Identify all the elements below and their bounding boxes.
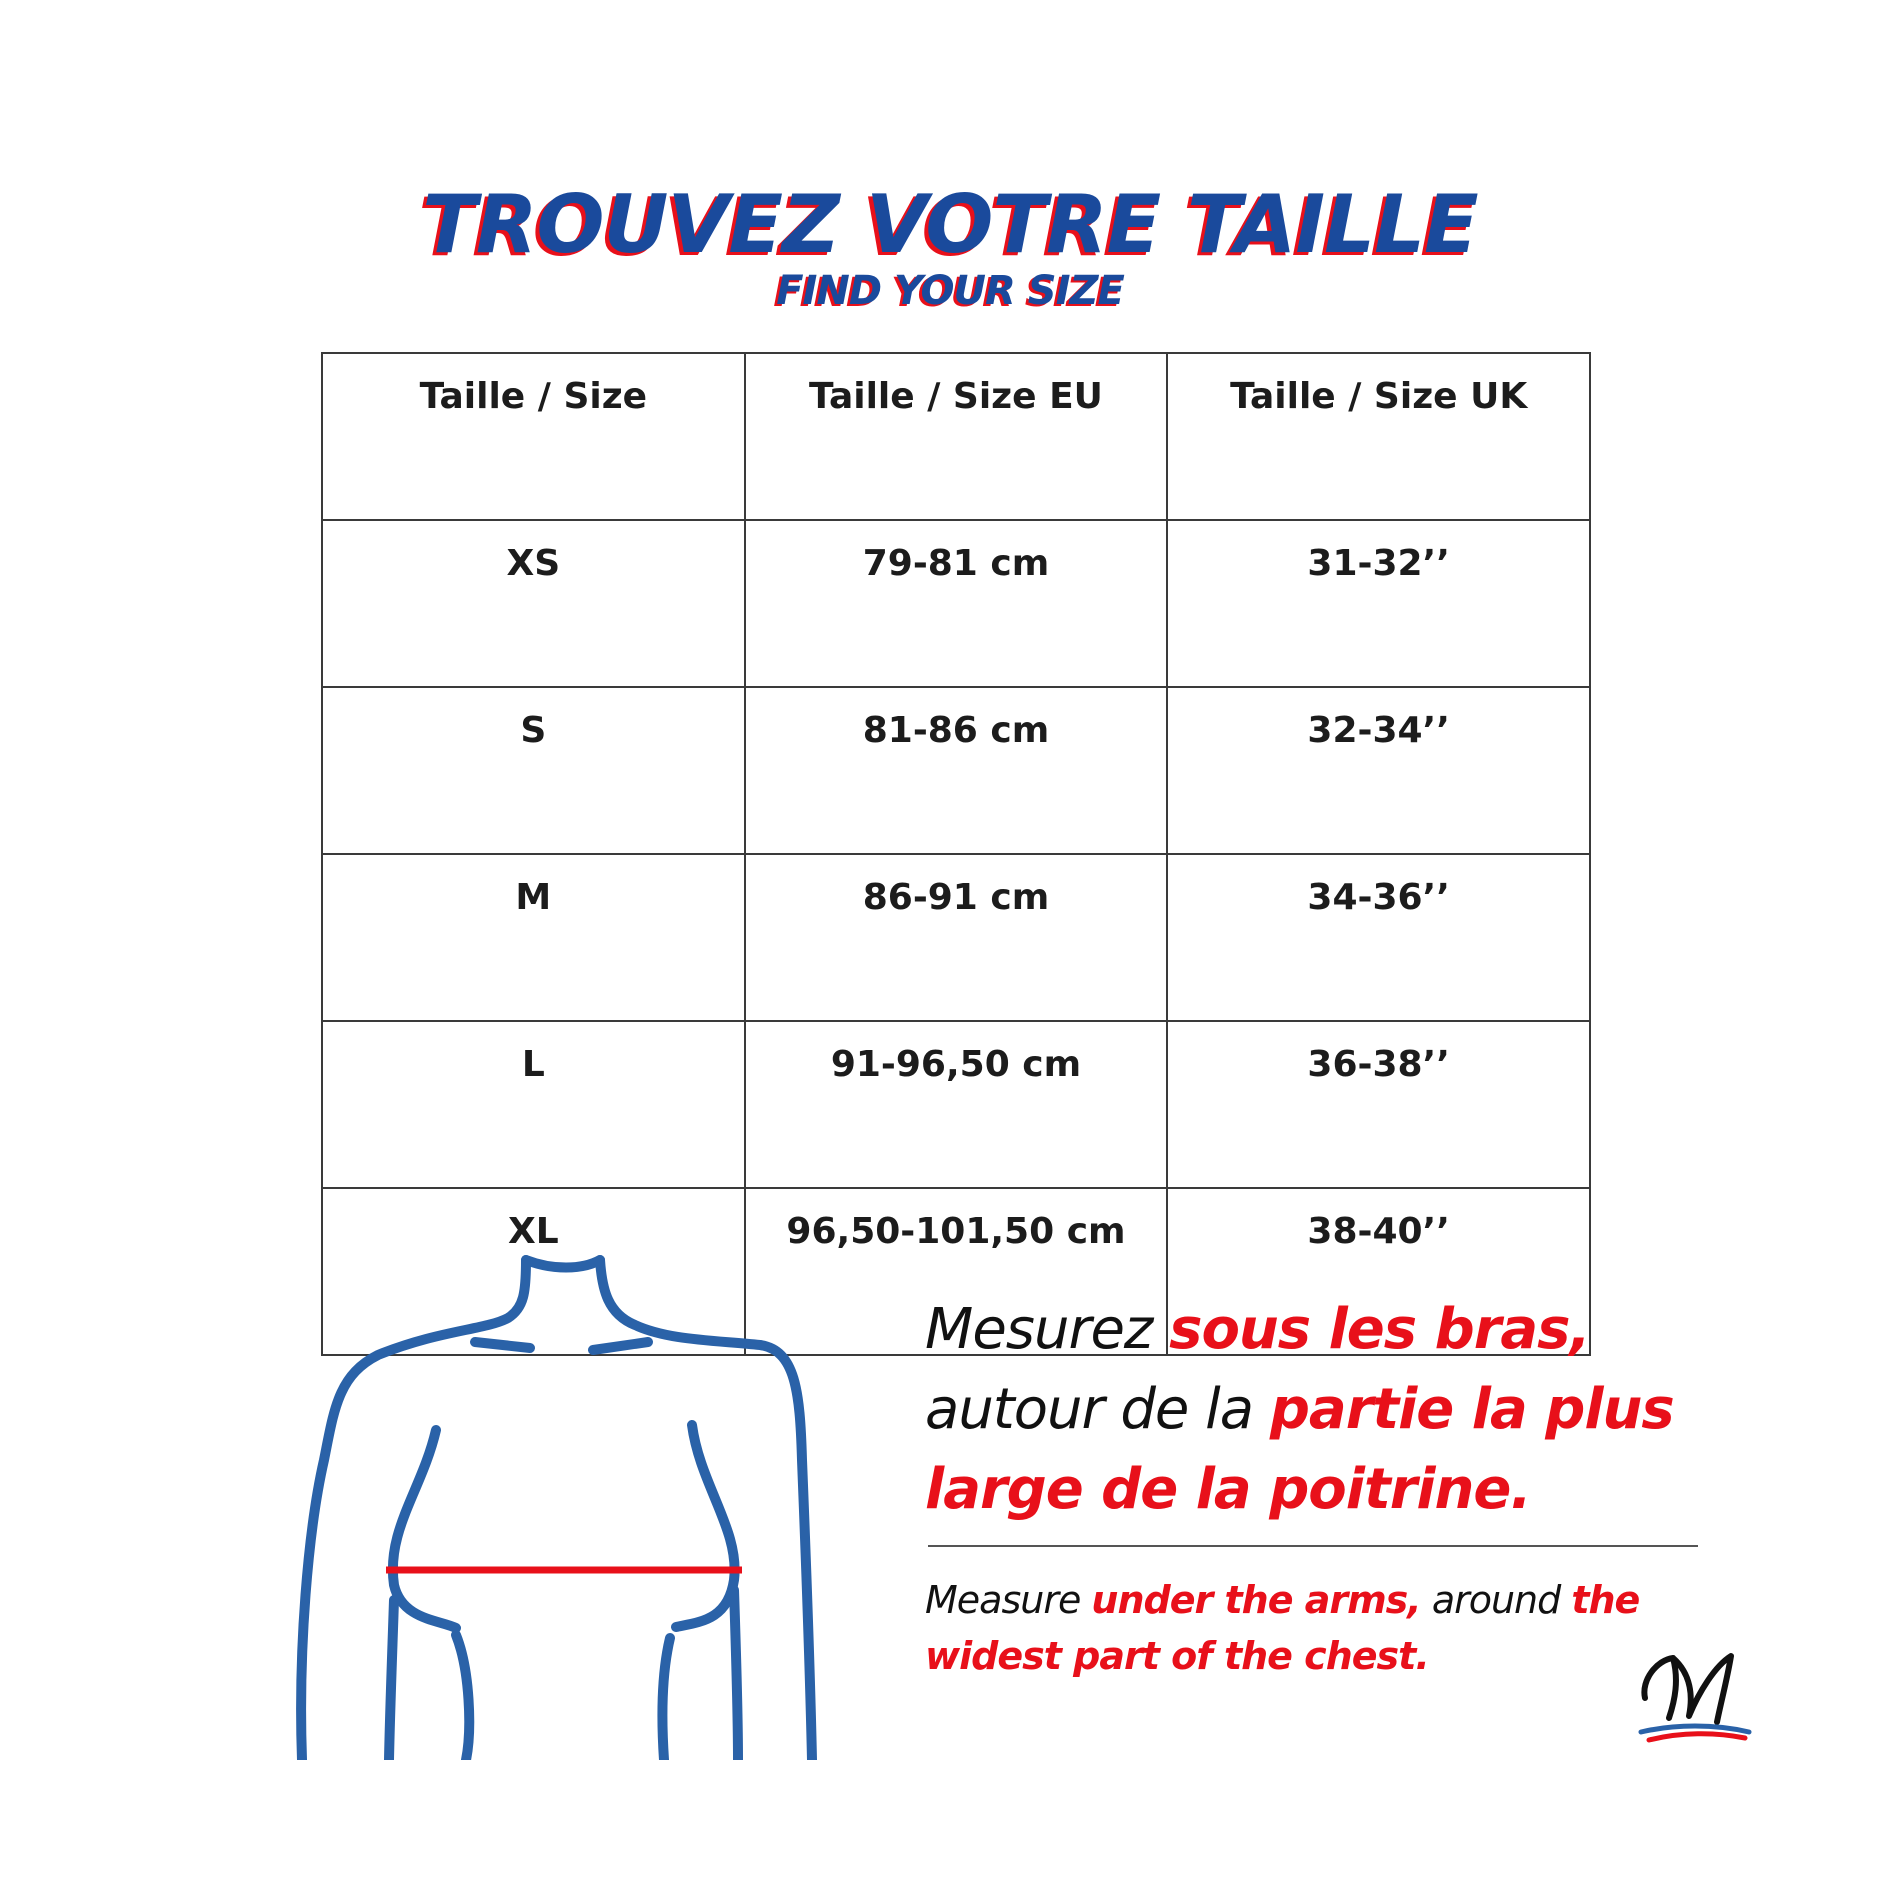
table-cell-uk: 34-36’’	[1167, 854, 1590, 1021]
instructions-fr-text: Mesurez	[925, 1297, 1170, 1362]
column-header: Taille / Size	[322, 353, 745, 520]
column-header: Taille / Size EU	[745, 353, 1168, 520]
table-row	[322, 687, 1590, 854]
table-cell-eu: 96,50-101,50 cm	[745, 1188, 1168, 1355]
table-cell-size: S	[322, 687, 745, 854]
page-title: TROUVEZ VOTRE TAILLE	[422, 178, 1478, 271]
table-row	[322, 1021, 1590, 1188]
divider	[928, 1545, 1698, 1547]
table-cell-size: L	[322, 1021, 745, 1188]
size-table	[321, 352, 1591, 1356]
instructions-en-highlight: the widest part of the chest.	[925, 1578, 1640, 1678]
table-cell-uk: 31-32’’	[1167, 520, 1590, 687]
table-row	[322, 854, 1590, 1021]
table-header-row	[322, 353, 1590, 520]
column-header: Taille / Size UK	[1167, 353, 1590, 520]
table-cell-uk: 38-40’’	[1167, 1188, 1590, 1355]
instructions-fr	[925, 1290, 1745, 1530]
table-cell-uk: 36-38’’	[1167, 1021, 1590, 1188]
instructions-en	[925, 1572, 1695, 1684]
table-cell-uk: 32-34’’	[1167, 687, 1590, 854]
table-cell-eu: 91-96,50 cm	[745, 1021, 1168, 1188]
table-row	[322, 520, 1590, 687]
instructions-fr-text: autour de la	[925, 1377, 1270, 1442]
table-cell-size: XS	[322, 520, 745, 687]
page-subtitle: FIND YOUR SIZE	[776, 268, 1124, 314]
table-cell-eu: 81-86 cm	[745, 687, 1168, 854]
m-monogram-logo	[1635, 1640, 1755, 1750]
torso-outline-illustration	[290, 1230, 850, 1760]
table-cell-size: XL	[322, 1188, 745, 1355]
instructions-fr-highlight: partie la plus large de la poitrine.	[925, 1377, 1674, 1522]
table-cell-eu: 79-81 cm	[745, 520, 1168, 687]
instructions-en-text: Measure	[925, 1578, 1092, 1622]
instructions-fr-highlight: sous les bras,	[1169, 1297, 1590, 1362]
instructions-en-highlight: under the arms,	[1091, 1578, 1421, 1622]
instructions-en-text: around	[1420, 1578, 1572, 1622]
table-cell-eu: 86-91 cm	[745, 854, 1168, 1021]
table-cell-size: M	[322, 854, 745, 1021]
